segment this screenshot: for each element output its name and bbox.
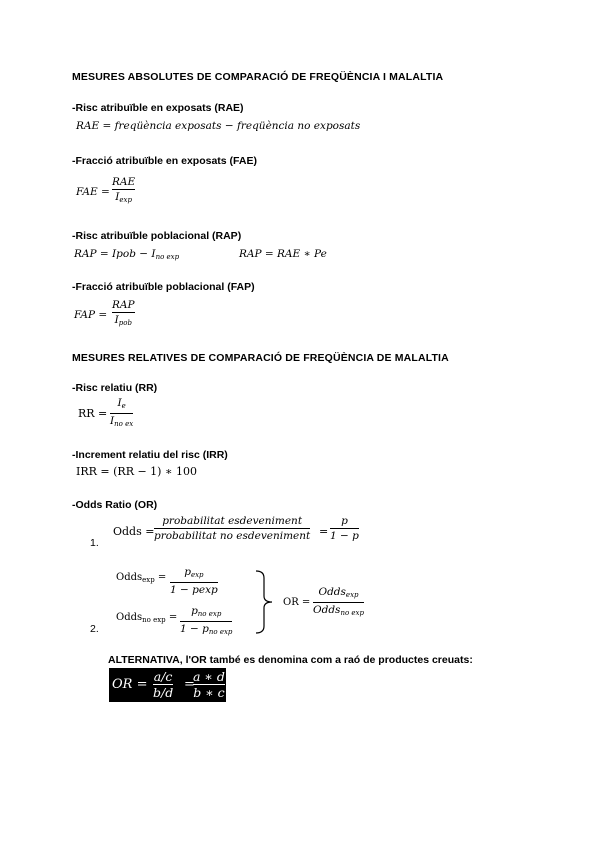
odds-denominator: probabilitat no esdeveniment xyxy=(154,530,311,542)
rap-formula-2: RAP = RAE ∗ Pe xyxy=(239,248,327,260)
irr-label: -Increment relatiu del risc (IRR) xyxy=(72,449,228,461)
alternative-text: ALTERNATIVA, l'OR també es denomina com a raó de productes creuats: xyxy=(108,654,473,666)
rae-formula xyxy=(76,120,360,132)
or-cross-numerator-2: a ∗ d xyxy=(193,669,225,684)
fae-fraction xyxy=(112,176,135,206)
rap-formula-1: RAP = Ipob − $I_{no exp}$ xyxy=(74,248,180,261)
or-cross-fraction-2 xyxy=(193,670,225,699)
odds-lhs: Odds = xyxy=(113,525,155,538)
fraction-bar xyxy=(170,582,218,583)
odds-exp-denominator: 1 − pexp xyxy=(170,584,218,596)
rap-label: -Risc atribuïble poblacional (RAP) xyxy=(72,230,242,242)
or-cross-equals: = xyxy=(184,677,195,692)
fraction-bar xyxy=(112,312,135,313)
fraction-bar xyxy=(110,413,133,414)
or-cross-denominator-2: b ∗ c xyxy=(193,685,225,700)
or-label: -Odds Ratio (OR) xyxy=(72,499,158,511)
odds-noexp-lhs: Odds$_{no exp}$ = xyxy=(116,612,178,624)
odds-noexp-numerator: $p_{no exp}$ xyxy=(191,605,222,618)
odds-numerator: probabilitat esdeveniment xyxy=(162,515,303,527)
fae-label: -Fracció atribuïble en exposats (FAE) xyxy=(72,155,257,167)
odds-noexp-denominator: $1 - p_{no exp}$ xyxy=(180,623,233,636)
odds-exp-lhs: Odds$_{exp}$ = xyxy=(116,572,167,584)
or-item-2-number: 2. xyxy=(90,623,99,635)
fap-lhs: FAP = xyxy=(74,309,108,321)
odds-p-denominator: 1 − p xyxy=(330,530,359,542)
or-cross-denominator-1: b/d xyxy=(153,685,174,700)
or-odds-numerator: Odds$_{exp}$ xyxy=(318,586,359,599)
fraction-bar xyxy=(180,621,232,622)
fraction-bar xyxy=(112,189,135,190)
right-brace-icon xyxy=(254,570,276,634)
fraction-bar xyxy=(313,602,364,603)
rae-rhs: freqüència exposats − freqüència no exposats xyxy=(114,120,361,132)
fae-denominator: $I_{exp}$ xyxy=(115,191,132,204)
fraction-bar xyxy=(154,528,310,529)
fae-numerator: RAE xyxy=(112,176,136,188)
rae-lhs: RAE = xyxy=(76,120,115,132)
fae-lhs: FAE = xyxy=(76,186,110,198)
relative-measures-heading: MESURES RELATIVES DE COMPARACIÓ DE FREQÜÈNCIA DE MALALTIA xyxy=(72,352,449,364)
or-cross-numerator-1: a/c xyxy=(153,669,173,684)
rr-lhs: RR = xyxy=(78,407,108,420)
fap-fraction xyxy=(112,299,135,329)
odds-exp-numerator: $p_{exp}$ xyxy=(184,566,204,579)
or-odds-denominator: Odds$_{no exp}$ xyxy=(313,604,364,617)
rr-denominator: $I_{no ex}$ xyxy=(110,415,134,428)
fraction-bar xyxy=(330,528,359,529)
or-cross-lhs: OR = xyxy=(112,677,148,692)
odds-noexp-fraction xyxy=(180,605,232,638)
absolute-measures-heading: MESURES ABSOLUTES DE COMPARACIÓ DE FREQÜÈNCIA I MALALTIA xyxy=(72,71,444,83)
rr-numerator: $I_e$ xyxy=(117,397,126,410)
rr-fraction xyxy=(110,397,133,430)
irr-formula: IRR = (RR − 1) ∗ 100 xyxy=(76,465,197,478)
odds-p-numerator: p xyxy=(341,515,348,527)
fap-label: -Fracció atribuïble poblacional (FAP) xyxy=(72,281,255,293)
rr-label: -Risc relatiu (RR) xyxy=(72,382,158,394)
or-item-1-number: 1. xyxy=(90,537,99,549)
fap-denominator: $I_{pob}$ xyxy=(114,314,132,327)
or-cross-product-box xyxy=(109,668,226,702)
or-lhs: OR = xyxy=(283,597,311,608)
or-cross-fraction-1 xyxy=(153,670,173,699)
odds-probability-fraction xyxy=(154,515,310,542)
odds-exp-fraction xyxy=(170,566,218,596)
odds-equals: = xyxy=(319,525,329,538)
rae-label: -Risc atribuïble en exposats (RAE) xyxy=(72,102,244,114)
or-odds-fraction xyxy=(313,586,364,619)
odds-p-fraction xyxy=(330,515,359,542)
fap-numerator: RAP xyxy=(112,299,135,311)
